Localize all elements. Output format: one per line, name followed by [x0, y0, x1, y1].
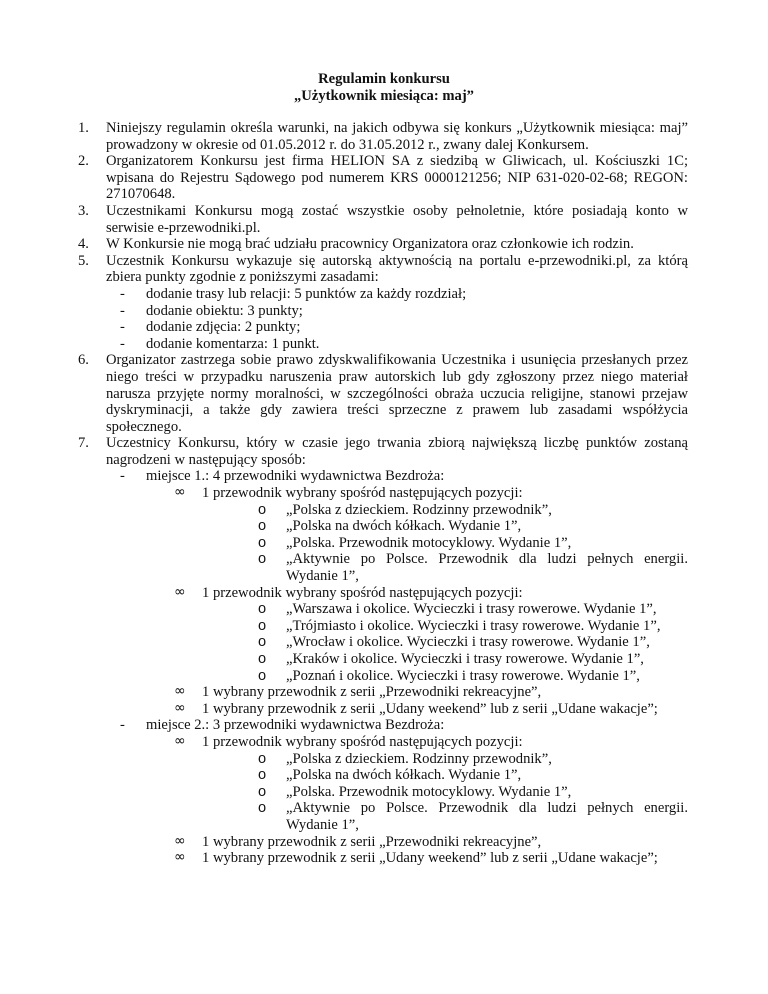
group-text: 1 wybrany przewodnik z serii „Udany weekend” lub z serii „Udane wakacje”; — [202, 700, 658, 717]
regulation-item-4 — [0, 236, 688, 253]
dash-marker: - — [120, 717, 125, 734]
dash-marker: - — [120, 285, 125, 302]
title-line-1: Regulamin konkursu — [318, 71, 450, 87]
dash-marker: - — [120, 319, 125, 336]
option-text: „Poznań i okolice. Wycieczki i trasy rowerowe. Wydanie 1”, — [286, 667, 640, 684]
item-number: 4. — [78, 236, 89, 253]
guide-option — [0, 518, 688, 535]
guide-option — [0, 618, 688, 635]
circle-bullet-icon: o — [258, 634, 267, 651]
circle-bullet-icon: o — [258, 667, 267, 684]
points-rule — [0, 286, 688, 303]
prize-group — [0, 585, 688, 602]
option-text: „Aktywnie po Polsce. Przewodnik dla ludzi pełnych energii. Wydanie 1”, — [286, 551, 688, 585]
item-text: Organizator zastrzega sobie prawo zdyskwalifikowania Uczestnika i usunięcia przesłanych przez niego treści w przypadku naruszenia praw autorskich lub gdy zgłoszony przez niego materiał narusza przyjęte normy moralności, w szczególności obraża uczucia religijne, stanowi przejaw dyskryminacji, a także gdy zawiera treści sprzeczne z prawem lub zasadami współżycia społecznego. — [106, 352, 688, 435]
guide-option — [0, 784, 688, 801]
group-text: 1 wybrany przewodnik z serii „Przewodniki rekreacyjne”, — [202, 684, 542, 701]
rule-text: dodanie trasy lub relacji: 5 punktów za każdy rozdział; — [146, 285, 467, 302]
group-text: 1 przewodnik wybrany spośród następujących pozycji: — [202, 584, 523, 601]
item-text: Niniejszy regulamin określa warunki, na jakich odbywa się konkurs „Użytkownik miesiąca: maj” prowadzony w okresie od 01.05.2012 r. do 31.05.2012 r., zwany dalej Konkursem. — [106, 120, 688, 153]
item-text: W Konkursie nie mogą brać udziału pracownicy Organizatora oraz członkowie ich rodzin. — [106, 236, 634, 253]
title-line-2: „Użytkownik miesiąca: maj” — [294, 87, 474, 104]
group-text: 1 przewodnik wybrany spośród następujących pozycji: — [202, 485, 523, 502]
guide-option — [0, 767, 688, 784]
option-text: „Trójmiasto i okolice. Wycieczki i trasy rowerowe. Wydanie 1”, — [286, 617, 661, 634]
circle-bullet-icon: o — [258, 501, 267, 518]
option-text: „Polska z dzieckiem. Rodzinny przewodnik”, — [286, 750, 552, 767]
place-text: miejsce 1.: 4 przewodniki wydawnictwa Bezdroża: — [146, 468, 445, 485]
guide-option — [0, 800, 688, 833]
regulation-item-7 — [0, 435, 688, 468]
infinity-bullet-icon: ∞ — [174, 683, 186, 700]
regulation-item-3 — [0, 203, 688, 236]
option-text: „Polska na dwóch kółkach. Wydanie 1”, — [286, 767, 522, 784]
points-rule — [0, 303, 688, 320]
circle-bullet-icon: o — [258, 651, 267, 667]
guide-option — [0, 751, 688, 768]
prize-group — [0, 850, 688, 867]
regulation-item-2 — [0, 153, 688, 203]
guide-option — [0, 502, 688, 519]
guide-option — [0, 668, 688, 685]
option-text: „Polska z dzieckiem. Rodzinny przewodnik”, — [286, 501, 552, 518]
infinity-bullet-icon: ∞ — [174, 583, 186, 600]
item-number: 2. — [78, 153, 89, 170]
group-text: 1 przewodnik wybrany spośród następujących pozycji: — [202, 733, 523, 750]
circle-bullet-icon: o — [258, 518, 267, 535]
regulation-item-6 — [0, 352, 688, 435]
option-text: „Aktywnie po Polsce. Przewodnik dla ludzi pełnych energii. Wydanie 1”, — [286, 800, 688, 833]
item-number: 5. — [78, 252, 89, 269]
dash-marker: - — [120, 302, 125, 319]
circle-bullet-icon: o — [258, 800, 267, 817]
infinity-bullet-icon: ∞ — [174, 832, 186, 849]
infinity-bullet-icon: ∞ — [174, 699, 186, 716]
regulation-item-1 — [0, 120, 688, 153]
item-number: 6. — [78, 352, 89, 369]
circle-bullet-icon: o — [258, 534, 267, 551]
rule-text: dodanie zdjęcia: 2 punkty; — [146, 319, 301, 336]
circle-bullet-icon: o — [258, 601, 267, 618]
prize-place-1 — [0, 468, 688, 485]
item-text: Organizatorem Konkursu jest firma HELION SA z siedzibą w Gliwicach, ul. Kościuszki 1C; wpisana do Rejestru Sądowego pod numerem KRS 0000121256; NIP 631-020-02-68; REGON: 271070648. — [106, 153, 688, 203]
option-text: „Warszawa i okolice. Wycieczki i trasy rowerowe. Wydanie 1”, — [286, 601, 657, 618]
option-text: „Polska. Przewodnik motocyklowy. Wydanie 1”, — [286, 534, 572, 551]
guide-option — [0, 634, 688, 651]
rule-text: dodanie komentarza: 1 punkt. — [146, 335, 320, 352]
points-rule — [0, 319, 688, 336]
guide-option — [0, 601, 688, 618]
prize-place-2 — [0, 717, 688, 734]
infinity-bullet-icon: ∞ — [174, 484, 186, 501]
regulation-list — [0, 120, 768, 867]
dash-marker: - — [120, 335, 125, 352]
document-title — [0, 71, 768, 104]
item-text: Uczestnik Konkursu wykazuje się autorską aktywnością na portalu e-przewodniki.pl, za którą zbiera punkty zgodnie z poniższymi zasadami: — [106, 252, 688, 286]
option-text: „Wrocław i okolice. Wycieczki i trasy rowerowe. Wydanie 1”, — [286, 634, 650, 651]
infinity-bullet-icon: ∞ — [174, 849, 186, 866]
regulation-item-5 — [0, 253, 688, 286]
prize-group — [0, 834, 688, 851]
circle-bullet-icon: o — [258, 617, 267, 634]
option-text: „Polska. Przewodnik motocyklowy. Wydanie 1”, — [286, 783, 572, 800]
option-text: „Polska na dwóch kółkach. Wydanie 1”, — [286, 518, 522, 535]
circle-bullet-icon: o — [258, 767, 267, 784]
item-text: Uczestnikami Konkursu mogą zostać wszystkie osoby pełnoletnie, które posiadają konto w serwisie e-przewodniki.pl. — [106, 202, 688, 236]
guide-option — [0, 551, 688, 584]
group-text: 1 wybrany przewodnik z serii „Przewodniki rekreacyjne”, — [202, 833, 542, 850]
guide-option — [0, 651, 688, 668]
group-text: 1 wybrany przewodnik z serii „Udany weekend” lub z serii „Udane wakacje”; — [202, 850, 658, 867]
rule-text: dodanie obiektu: 3 punkty; — [146, 302, 303, 319]
circle-bullet-icon: o — [258, 750, 267, 767]
infinity-bullet-icon: ∞ — [174, 732, 186, 749]
prize-group — [0, 485, 688, 502]
guide-option — [0, 535, 688, 552]
circle-bullet-icon: o — [258, 551, 267, 568]
dash-marker: - — [120, 468, 125, 485]
item-number: 3. — [78, 202, 89, 219]
circle-bullet-icon: o — [258, 783, 267, 800]
prize-group — [0, 701, 688, 718]
option-text: „Kraków i okolice. Wycieczki i trasy rowerowe. Wydanie 1”, — [286, 651, 644, 667]
item-number: 7. — [78, 435, 89, 452]
place-text: miejsce 2.: 3 przewodniki wydawnictwa Bezdroża: — [146, 717, 445, 734]
prize-group — [0, 734, 688, 751]
item-number: 1. — [78, 120, 89, 136]
prize-group — [0, 684, 688, 701]
points-rule — [0, 336, 688, 353]
item-text: Uczestnicy Konkursu, który w czasie jego trwania zbiorą największą liczbę punktów zostaną nagrodzeni w następujący sposób: — [106, 435, 688, 468]
